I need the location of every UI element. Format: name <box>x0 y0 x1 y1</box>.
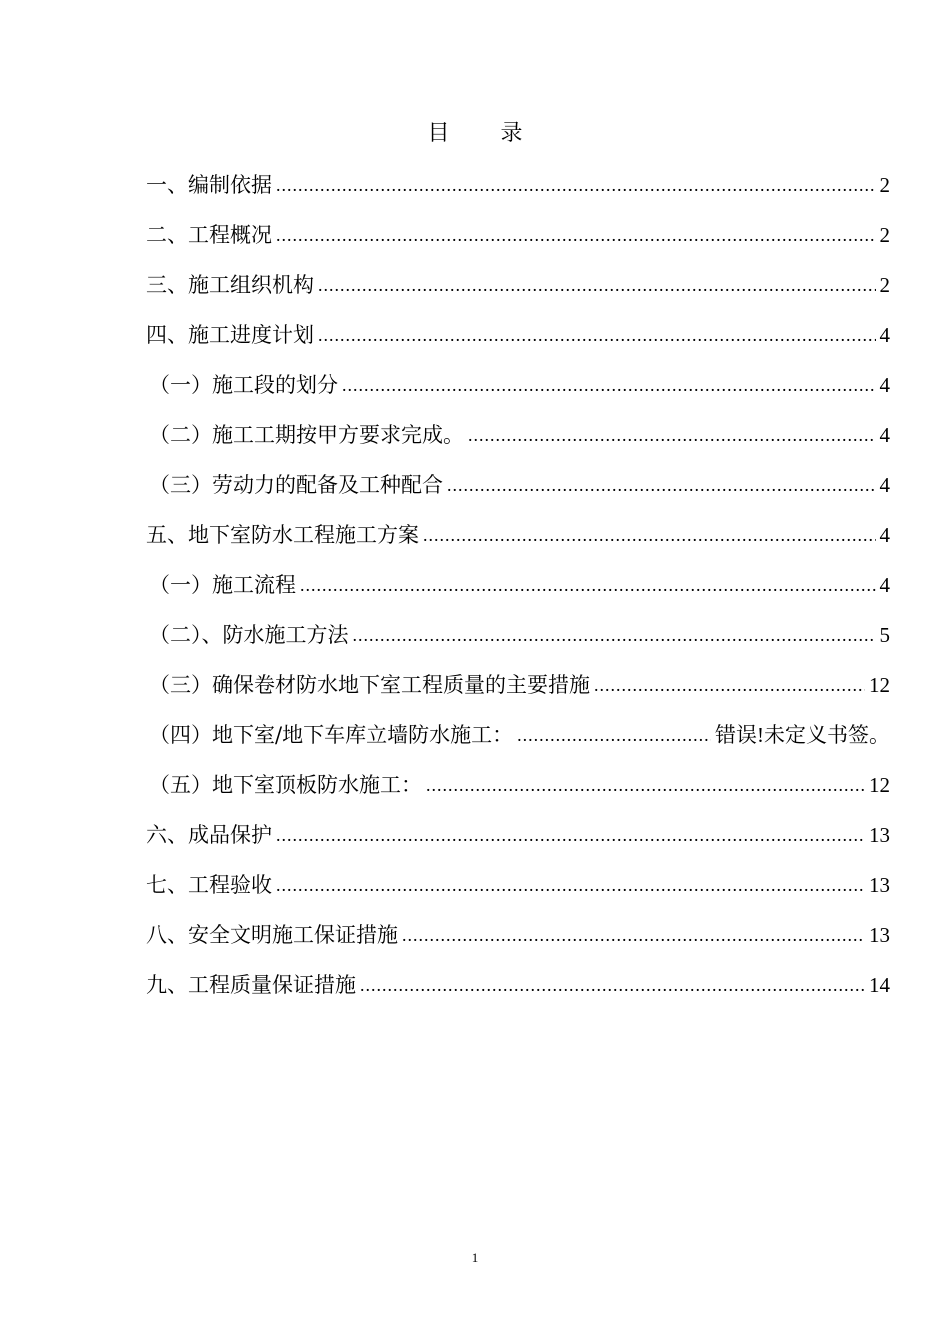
toc-dot-leader <box>594 668 865 702</box>
toc-entry-title: 一、编制依据 <box>146 173 272 197</box>
toc-entry-page: 4 <box>879 473 890 497</box>
toc-entry-title: （二）、防水施工方法 <box>149 623 349 647</box>
toc-dot-leader <box>300 568 876 602</box>
toc-subentry[interactable] <box>146 368 890 418</box>
toc-dot-leader <box>517 718 711 752</box>
toc-entry-title: （四）地下室/地下车库立墙防水施工： <box>149 723 514 747</box>
toc-dot-leader <box>276 818 865 852</box>
toc-entry-page: 4 <box>879 323 890 347</box>
toc-dot-leader <box>353 618 876 652</box>
toc-entry-title: 三、施工组织机构 <box>146 273 314 297</box>
toc-entry-page: 4 <box>879 373 890 397</box>
toc-entry-title: （三）确保卷材防水地下室工程质量的主要措施 <box>149 673 590 697</box>
page-number: 1 <box>471 1250 479 1265</box>
toc-dot-leader <box>360 968 865 1002</box>
toc-entry-title: （一）施工流程 <box>149 573 296 597</box>
toc-entry-page: 12 <box>869 773 890 797</box>
toc-entry-page: 13 <box>869 873 890 897</box>
toc-entry[interactable] <box>146 218 890 268</box>
toc-entry[interactable] <box>146 268 890 318</box>
toc-entry[interactable] <box>146 318 890 368</box>
toc-entry[interactable] <box>146 818 890 868</box>
toc-entry[interactable] <box>146 868 890 918</box>
toc-entry-page: 13 <box>869 923 890 947</box>
toc-entry[interactable] <box>146 168 890 218</box>
toc-entry-page: 13 <box>869 823 890 847</box>
toc-dot-leader <box>318 318 876 352</box>
toc-entry-page: 14 <box>869 973 890 997</box>
toc-entry-title: 七、工程验收 <box>146 873 272 897</box>
toc-entry-page: 4 <box>879 573 890 597</box>
toc-dot-leader <box>402 918 865 952</box>
toc-entry-title: （二）施工工期按甲方要求完成。 <box>149 423 464 447</box>
toc-subentry[interactable] <box>146 418 890 468</box>
toc-entry-page: 4 <box>879 423 890 447</box>
toc-dot-leader <box>447 468 876 502</box>
toc-subentry[interactable] <box>146 718 890 768</box>
toc-dot-leader <box>318 268 876 302</box>
toc-entry-page: 4 <box>879 523 890 547</box>
toc-entry-page: 错误!未定义书签。 <box>715 723 890 747</box>
toc-entry[interactable] <box>146 518 890 568</box>
page-title: 目 录 <box>427 121 545 146</box>
toc-dot-leader <box>276 168 876 202</box>
toc-entry-title: （三）劳动力的配备及工种配合 <box>149 473 443 497</box>
toc-entry-title: （一）施工段的划分 <box>149 373 338 397</box>
toc-entry-title: 四、施工进度计划 <box>146 323 314 347</box>
toc-subentry[interactable] <box>146 668 890 718</box>
toc-entry-title: 九、工程质量保证措施 <box>146 973 356 997</box>
toc-subentry[interactable] <box>146 468 890 518</box>
table-of-contents <box>146 168 890 1018</box>
toc-dot-leader <box>468 418 876 452</box>
toc-dot-leader <box>342 368 876 402</box>
toc-entry-page: 12 <box>869 673 890 697</box>
toc-dot-leader <box>426 768 865 802</box>
toc-entry[interactable] <box>146 918 890 968</box>
toc-entry-title: （五）地下室顶板防水施工： <box>149 773 422 797</box>
toc-entry-title: 五、地下室防水工程施工方案 <box>146 523 419 547</box>
toc-entry-title: 二、工程概况 <box>146 223 272 247</box>
toc-subentry[interactable] <box>146 768 890 818</box>
toc-entry-title: 六、成品保护 <box>146 823 272 847</box>
toc-dot-leader <box>276 868 865 902</box>
toc-dot-leader <box>276 218 876 252</box>
toc-entry-page: 5 <box>879 623 890 647</box>
toc-entry[interactable] <box>146 968 890 1018</box>
toc-entry-page: 2 <box>879 273 890 297</box>
toc-entry-page: 2 <box>879 173 890 197</box>
toc-subentry[interactable] <box>146 618 890 668</box>
toc-entry-page: 2 <box>879 223 890 247</box>
toc-dot-leader <box>423 518 876 552</box>
toc-entry-title: 八、安全文明施工保证措施 <box>146 923 398 947</box>
toc-subentry[interactable] <box>146 568 890 618</box>
